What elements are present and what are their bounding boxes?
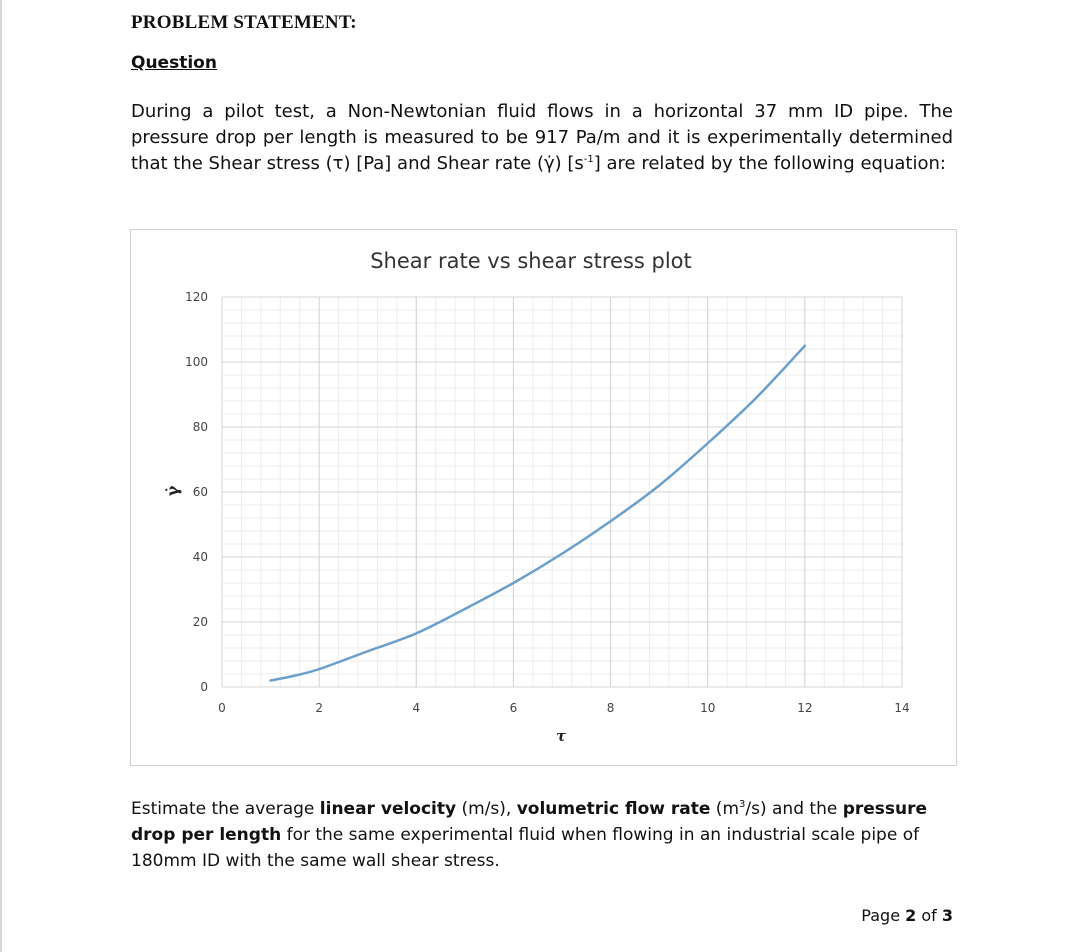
x-tick-label: 12 bbox=[797, 701, 813, 715]
estimate-exponent: 3 bbox=[739, 799, 746, 810]
estimate-text-4: /s) and the bbox=[745, 799, 843, 819]
linear-velocity-term: linear velocity bbox=[319, 799, 457, 819]
x-tick-label: 6 bbox=[509, 701, 518, 715]
x-tick-label: 0 bbox=[218, 701, 226, 715]
y-tick-label: 100 bbox=[185, 355, 208, 369]
intro-exponent: -1 bbox=[583, 154, 594, 165]
y-tick-label: 80 bbox=[192, 420, 208, 434]
page-edge-rule bbox=[0, 0, 2, 952]
tick-labels bbox=[185, 290, 910, 715]
problem-statement-heading: PROBLEM STATEMENT: bbox=[131, 12, 357, 33]
x-tick-label: 8 bbox=[606, 701, 615, 715]
y-tick-label: 40 bbox=[192, 550, 208, 564]
intro-text-1: During a pilot test, a Non-Newtonian fluid flows in a horizontal 37 mm ID pipe. The pressure drop per length is measured to be 917 Pa/m and it is experimentally determined that the Shear stress (τ) [Pa] and Shear rate (γ̇) [s bbox=[131, 101, 953, 174]
y-tick-label: 0 bbox=[200, 680, 208, 694]
y-tick-label: 20 bbox=[192, 615, 208, 629]
major-gridlines bbox=[222, 297, 902, 687]
estimate-paragraph bbox=[131, 796, 953, 874]
x-tick-label: 14 bbox=[894, 701, 910, 715]
x-tick-label: 4 bbox=[412, 701, 421, 715]
estimate-text-2: (m/s), bbox=[456, 799, 517, 819]
x-axis-label: τ bbox=[555, 727, 567, 745]
shear-rate-chart bbox=[130, 229, 957, 766]
series-line-shear-rate bbox=[271, 346, 805, 681]
chart-canvas bbox=[131, 230, 958, 767]
intro-text-2: ] are related by the following equation: bbox=[593, 153, 946, 174]
page-of: of bbox=[916, 906, 942, 925]
estimate-text-1: Estimate the average bbox=[131, 799, 320, 819]
x-tick-label: 2 bbox=[315, 701, 323, 715]
estimate-text-3: (m bbox=[710, 799, 740, 819]
intro-paragraph bbox=[131, 99, 953, 177]
chart-title: Shear rate vs shear stress plot bbox=[370, 249, 692, 273]
pressure-drop-term: pressure drop per length bbox=[131, 799, 928, 845]
x-tick-label: 10 bbox=[700, 701, 716, 715]
question-subheading: Question bbox=[131, 53, 217, 73]
page-total: 3 bbox=[941, 906, 953, 925]
page-prefix: Page bbox=[861, 906, 906, 925]
y-axis-label: γ̇ bbox=[163, 485, 182, 497]
volumetric-flow-term: volumetric flow rate bbox=[516, 799, 711, 819]
y-tick-label: 120 bbox=[185, 290, 208, 304]
y-tick-label: 60 bbox=[192, 485, 208, 499]
estimate-text-5: for the same experimental fluid when flowing in an industrial scale pipe of 180mm ID with the same wall shear stress. bbox=[131, 825, 920, 871]
page-number bbox=[861, 906, 953, 925]
page-current: 2 bbox=[905, 906, 917, 925]
